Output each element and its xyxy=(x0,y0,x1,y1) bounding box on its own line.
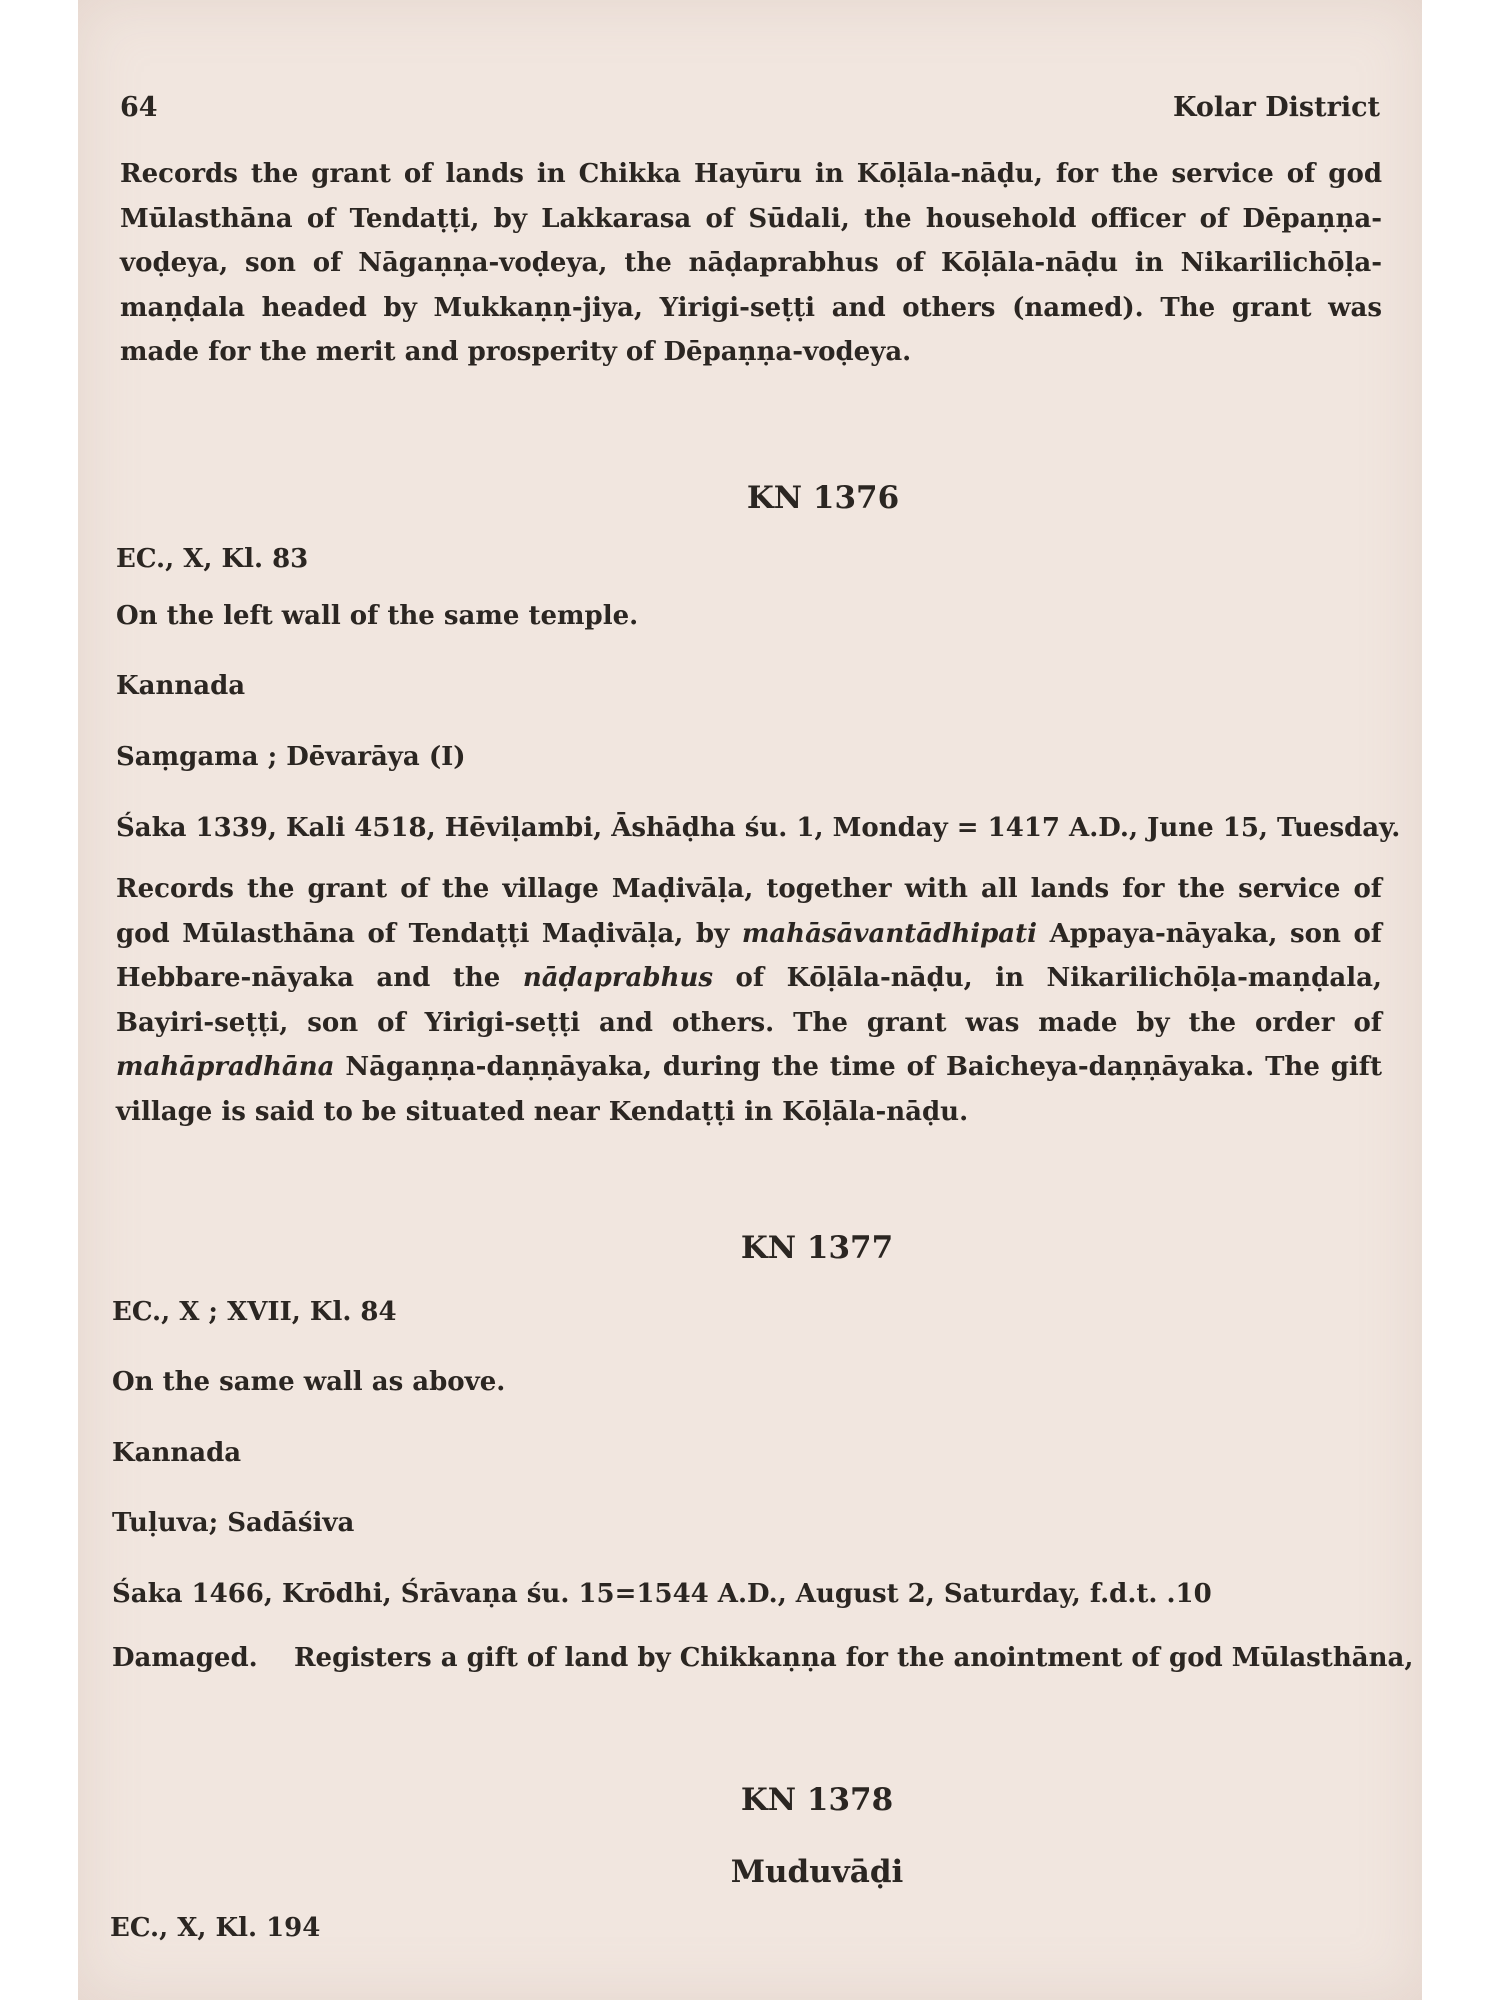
kn1376-term-mahapradhana: mahāpradhāna xyxy=(116,1052,335,1082)
prev-entry-text: Records the grant of lands in Chikka Hayūru in Kōḷāla-nāḍu, for the service of god Mūlasthāna of Tendaṭṭi, by Lakkarasa of Sūdali, the household officer of Dēpaṇṇa-voḍeya, son of Nāgaṇṇa-voḍeya, the nāḍaprabhus of Kōḷāla-nāḍu in Nikarilichōḷa-maṇḍala headed by Mukkaṇṇ-jiya, Yirigi-seṭṭi and others (named). The grant was made for the merit and prosperity of Dēpaṇṇa-voḍeya. xyxy=(120,159,1382,367)
entry-heading-kn1376: KN 1376 xyxy=(746,480,900,516)
kn1376-location: On the left wall of the same temple. xyxy=(116,601,639,631)
kn1376-language: Kannada xyxy=(116,671,246,701)
kn1377-location: On the same wall as above. xyxy=(112,1367,506,1397)
page-number: 64 xyxy=(120,92,158,123)
kn1377-summary xyxy=(112,1636,1414,1681)
kn1376-term-nadaprabhus: nāḍaprabhus xyxy=(522,963,714,993)
kn1376-summary-part1: Records the grant of the village Maḍivāḷa, together with all lands for the service of god Mūlasthāna of Tendaṭṭi Maḍivāḷa, by xyxy=(116,874,1382,949)
kn1377-summary-text: Registers a gift of land by Chikkaṇṇa for the anointment of god Mūlasthāna, xyxy=(293,1643,1414,1673)
kn1376-date: Śaka 1339, Kali 4518, Hēviḷambi, Āshāḍha śu. 1, Monday = 1417 A.D., June 15, Tuesday. xyxy=(116,813,1401,843)
kn1377-language: Kannada xyxy=(112,1438,242,1468)
kn1376-summary-part4: Nāgaṇṇa-daṇṇāyaka, during the time of Baicheya-daṇṇāyaka. The gift village is said to be situated near Kendaṭṭi in Kōḷāla-nāḍu. xyxy=(116,1052,1382,1127)
entry-heading-kn1378: KN 1378 xyxy=(740,1782,894,1818)
entry-heading-kn1377: KN 1377 xyxy=(740,1230,894,1266)
kn1376-reference: EC., X, Kl. 83 xyxy=(116,544,309,574)
kn1376-dynasty: Saṃgama ; Dēvarāya (I) xyxy=(116,742,466,772)
kn1378-place: Muduvāḍi xyxy=(730,1854,904,1890)
kn1376-summary-part3: of Kōḷāla-nāḍu, in Nikarilichōḷa-maṇḍala, Bayiri-seṭṭi, son of Yirigi-seṭṭi and others. The grant was made by the order of xyxy=(116,963,1382,1038)
running-title: Kolar District xyxy=(1173,92,1380,123)
kn1376-summary-part2: Appaya-nāyaka, son of Hebbare-nāyaka and the xyxy=(116,918,1382,993)
kn1377-date: Śaka 1466, Krōdhi, Śrāvaṇa śu. 15=1544 A.D., August 2, Saturday, f.d.t. .10 xyxy=(112,1579,1212,1609)
kn1377-reference: EC., X ; XVII, Kl. 84 xyxy=(112,1297,397,1327)
kn1377-dynasty: Tuḷuva; Sadāśiva xyxy=(112,1508,355,1538)
kn1378-reference: EC., X, Kl. 194 xyxy=(110,1913,321,1943)
book-page xyxy=(78,0,1422,2000)
kn1376-term-mahasavantadhipati: mahāsāvantādhipati xyxy=(741,918,1038,949)
kn1377-summary-label: Damaged. xyxy=(112,1643,258,1673)
kn1376-summary xyxy=(116,867,1382,1134)
